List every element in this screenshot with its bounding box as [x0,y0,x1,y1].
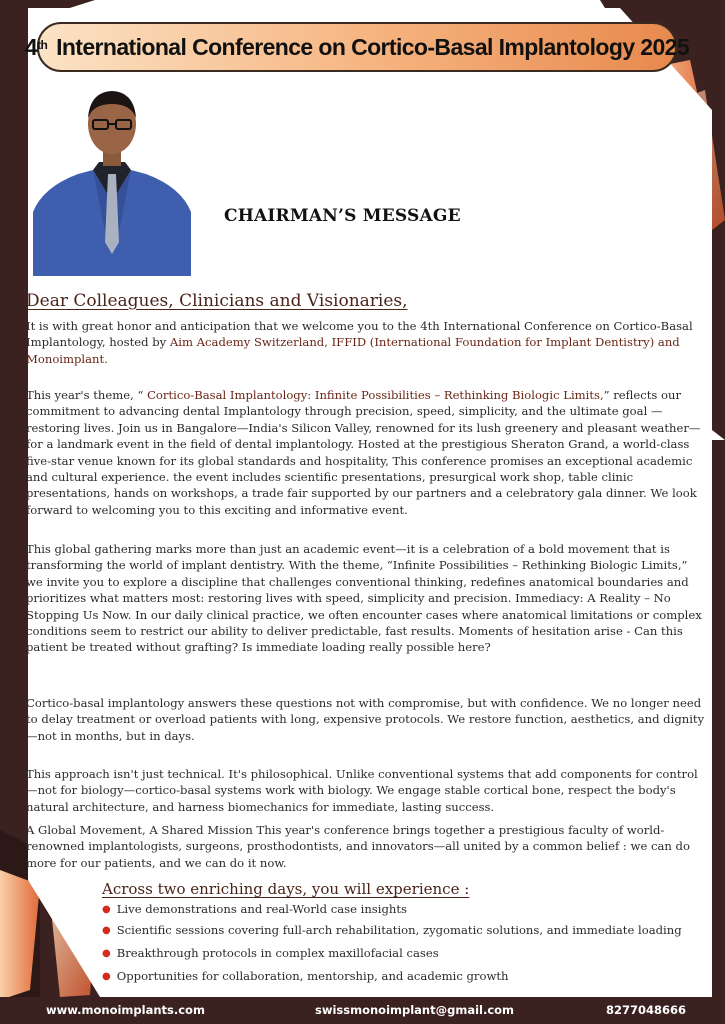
list-item-text: Scientific sessions covering full-arch rehabilitation, zygomatic solutions, and immediate loading [116,923,682,937]
footer-bar [0,997,725,1024]
list-item-text: Breakthrough protocols in complex maxillofacial cases [116,946,439,960]
paragraph-theme-open: This year's theme, “ [26,388,148,402]
list-item [102,923,712,946]
bullet-icon: ● [102,971,111,982]
list-item [102,902,712,923]
footer-website-link[interactable]: www.monoimplants.com [46,1003,205,1017]
paragraph-theme-text: ” reflects our commitment to advancing dental Implantology through precision, speed, simplicity, and the ultimate goal — restoring lives. Join us in Bangalore—India's Silicon Valley, renowned for its lush greenery and pleasant weather—for a landmark event in the field of dental implantology. Hosted at the prestigious Sheraton Grand, a world-class five-star venue known for its global standards and hospitality, This conference promises an exceptional academic and cultural experience. the event includes scientific presentations, presurgical work shop, table clinic presentations, hands on workshops, a trade fair supported by our partners and a celebratory gala dinner. We look forward to welcoming you to this exciting and informative event. [26,388,701,517]
person-portrait-icon [33,82,191,276]
paragraph-approach: This approach isn't just technical. It's philosophical. Unlike conventional systems that add components for control—not for biology—cortico-basal systems work with biology. We engage stable cortical bone, respect the body's natural architecture, and harness biomechanics for immediate, lasting success. [26,767,698,814]
footer-phone[interactable]: 8277048666 [606,1003,687,1017]
paragraph-theme [26,387,706,518]
experience-heading: Across two enriching days, you will experience : [102,880,470,898]
bullet-icon: ● [102,925,111,936]
list-item-text: Live demonstrations and real-World case insights [116,902,407,916]
conference-title [24,22,690,72]
title-ordinal-number: 4 [24,33,38,60]
list-item [102,969,712,990]
experience-list [102,880,712,990]
footer-email-link[interactable]: swissmonoimplant@gmail.com [315,1003,515,1017]
title-text: International Conference on Cortico-Basal Implantology 2025 [56,33,690,60]
greeting: Dear Colleagues, Clinicians and Visionaries, [26,291,408,311]
title-ordinal-suffix: th [37,38,48,52]
paragraph-gathering: This global gathering marks more than just an academic event—it is a celebration of a bold movement that is transforming the world of implant dentistry. With the theme, “Infinite Possibilities – Rethinking Biologic Limits,” we invite you to explore a discipline that challenges conventional thinking, redefines anatomical boundaries and prioritizes what matters most: restoring lives with speed, simplicity and precision. Immediacy: A Reality – No Stopping Us Now. In our daily clinical practice, we often encounter cases where anatomical limitations or complex conditions seem to restrict our ability to deliver predictable, fast results. Moments of hesitation arise - Can this patient be treated without grafting? Is immediate loading really possible here? [26,542,702,655]
paragraph-answers: Cortico-basal implantology answers these questions not with compromise, but with confidence. We no longer need to delay treatment or overload patients with long, expensive protocols. We restore function, aesthetics, and dignity—not in months, but in days. [26,696,705,743]
list-item-text: Opportunities for collaboration, mentorship, and academic growth [116,969,509,983]
theme-highlight: Cortico-Basal Implantology: Infinite Possibilities – Rethinking Biologic Limits, [147,388,604,402]
bullet-icon: ● [102,948,111,959]
bullet-icon: ● [102,904,111,915]
paragraph-intro-text: It is with great honor and anticipation that we welcome you to the 4th International Conference on Cortico-Basal Implantology, hosted by [26,319,693,350]
list-item [102,946,712,969]
hosts-highlight: Aim Academy Switzerland, IFFID (International Foundation for Implant Dentistry) and Monoimplant. [26,335,680,366]
paragraph-intro [26,318,706,367]
chairman-photo [33,82,191,276]
section-title: CHAIRMAN’S MESSAGE [224,206,461,226]
paragraph-global-movement: A Global Movement, A Shared Mission This year's conference brings together a prestigious faculty of world-renowned implantologists, surgeons, prosthodontists, and innovators—all united by a common belief : we can do more for our patients, and we can do it now. [26,823,690,870]
